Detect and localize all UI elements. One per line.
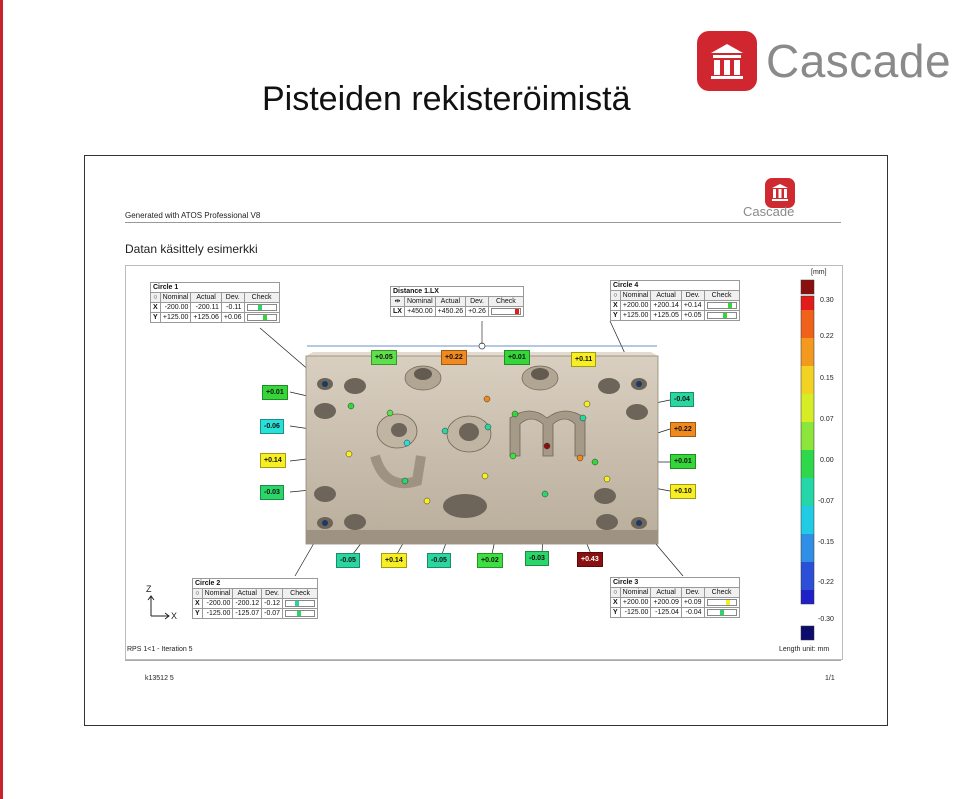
col-dev: Dev.: [262, 589, 283, 599]
check-bar: [488, 307, 523, 317]
table-title: Circle 1: [151, 283, 280, 293]
deviation-label: +0.10: [670, 484, 696, 499]
deviation-label: -0.05: [336, 553, 360, 568]
col-nominal: Nominal: [404, 297, 435, 307]
part-illustration: [85, 156, 887, 725]
col-dev: Dev.: [681, 588, 704, 598]
scale-tick: -0.22: [818, 579, 834, 586]
deviation-label: +0.22: [670, 422, 696, 437]
circle-2-table: [192, 578, 318, 619]
deviation-label: -0.06: [260, 419, 284, 434]
deviation-label: +0.01: [504, 350, 530, 365]
scale-unit: [mm]: [811, 269, 827, 276]
col-check: Check: [704, 588, 739, 598]
generated-with-text: Generated with ATOS Professional V8: [125, 211, 261, 220]
scale-tick: -0.30: [818, 616, 834, 623]
page-number: 1/1: [825, 675, 835, 682]
footer-iteration: RPS 1<1 - Iteration 5: [127, 646, 193, 653]
distance-icon: ⇹: [391, 297, 405, 307]
col-check: Check: [283, 589, 318, 599]
col-dev: Dev.: [681, 291, 704, 301]
col-actual: Actual: [191, 293, 222, 303]
table-title: Circle 4: [611, 281, 740, 291]
circle-icon: ○: [611, 588, 621, 598]
deviation-label: +0.02: [477, 553, 503, 568]
scale-tick: 0.30: [820, 297, 834, 304]
page-id: k13512 5: [145, 675, 174, 682]
check-bar: [704, 311, 739, 321]
deviation-label: -0.05: [427, 553, 451, 568]
col-check: Check: [704, 291, 739, 301]
check-bar: [244, 313, 279, 323]
table-title: Circle 3: [611, 578, 740, 588]
check-bar: [283, 599, 318, 609]
col-nominal: Nominal: [620, 588, 651, 598]
scale-tick: 0.15: [820, 375, 834, 382]
deviation-label: +0.01: [262, 385, 288, 400]
circle-1-table: [150, 282, 280, 323]
deviation-label: +0.14: [260, 453, 286, 468]
table-row: X -200.00 -200.11 -0.11: [151, 303, 280, 313]
logo-text: Cascade: [766, 35, 952, 87]
report-image: [84, 155, 888, 726]
table-title: Circle 2: [193, 579, 318, 589]
check-bar: [704, 301, 739, 311]
table-row: Y +125.00 +125.05 +0.05: [611, 311, 740, 321]
col-actual: Actual: [435, 297, 466, 307]
col-dev: Dev.: [466, 297, 489, 307]
axis-z-label: Z: [146, 584, 152, 594]
table-row: X +200.00 +200.14 +0.14: [611, 301, 740, 311]
circle-icon: ○: [193, 589, 203, 599]
deviation-label: +0.11: [571, 352, 596, 367]
axis-x-label: X: [171, 611, 178, 621]
table-row: Y -125.00 -125.04 -0.04: [611, 608, 740, 618]
table-title: Distance 1.LX: [391, 287, 524, 297]
table-row: LX +450.00 +450.26 +0.26: [391, 307, 524, 317]
check-bar: [283, 609, 318, 619]
circle-4-table: [610, 280, 740, 321]
col-actual: Actual: [651, 291, 682, 301]
deviation-label: -0.03: [260, 485, 284, 500]
scale-tick: 0.07: [820, 416, 834, 423]
footer-length-unit: Length unit: mm: [779, 646, 830, 653]
scale-tick: -0.15: [818, 539, 834, 546]
left-accent-bar: [0, 0, 3, 799]
slide-title: Pisteiden rekisteröimistä: [262, 80, 631, 118]
table-row: Y +125.00 +125.06 +0.06: [151, 313, 280, 323]
cascade-logo-icon: [697, 31, 757, 91]
col-check: Check: [488, 297, 523, 307]
col-dev: Dev.: [221, 293, 244, 303]
col-actual: Actual: [233, 589, 262, 599]
circle-icon: ○: [611, 291, 621, 301]
circle-icon: ○: [151, 293, 161, 303]
deviation-label: +0.05: [371, 350, 397, 365]
deviation-label: +0.43: [577, 552, 603, 567]
circle-3-table: [610, 577, 740, 618]
table-row: X +200.00 +200.09 +0.09: [611, 598, 740, 608]
check-bar: [704, 608, 739, 618]
footer-divider: [125, 660, 841, 661]
table-row: Y -125.00 -125.07 -0.07: [193, 609, 318, 619]
col-nominal: Nominal: [620, 291, 651, 301]
scale-tick: 0.00: [820, 457, 834, 464]
section-title: Datan käsittely esimerkki: [125, 242, 258, 256]
deviation-label: +0.22: [441, 350, 467, 365]
deviation-label: -0.04: [670, 392, 694, 407]
table-row: X -200.00 -200.12 -0.12: [193, 599, 318, 609]
deviation-label: +0.01: [670, 454, 696, 469]
report-logo-text: Cascade: [743, 204, 795, 219]
check-bar: [704, 598, 739, 608]
distance-table: [390, 286, 524, 317]
check-bar: [244, 303, 279, 313]
scale-tick: -0.07: [818, 498, 834, 505]
col-actual: Actual: [651, 588, 682, 598]
deviation-label: +0.14: [381, 553, 407, 568]
col-nominal: Nominal: [160, 293, 191, 303]
col-check: Check: [244, 293, 279, 303]
scale-tick: 0.22: [820, 333, 834, 340]
col-nominal: Nominal: [202, 589, 233, 599]
deviation-label: -0.03: [525, 551, 549, 566]
